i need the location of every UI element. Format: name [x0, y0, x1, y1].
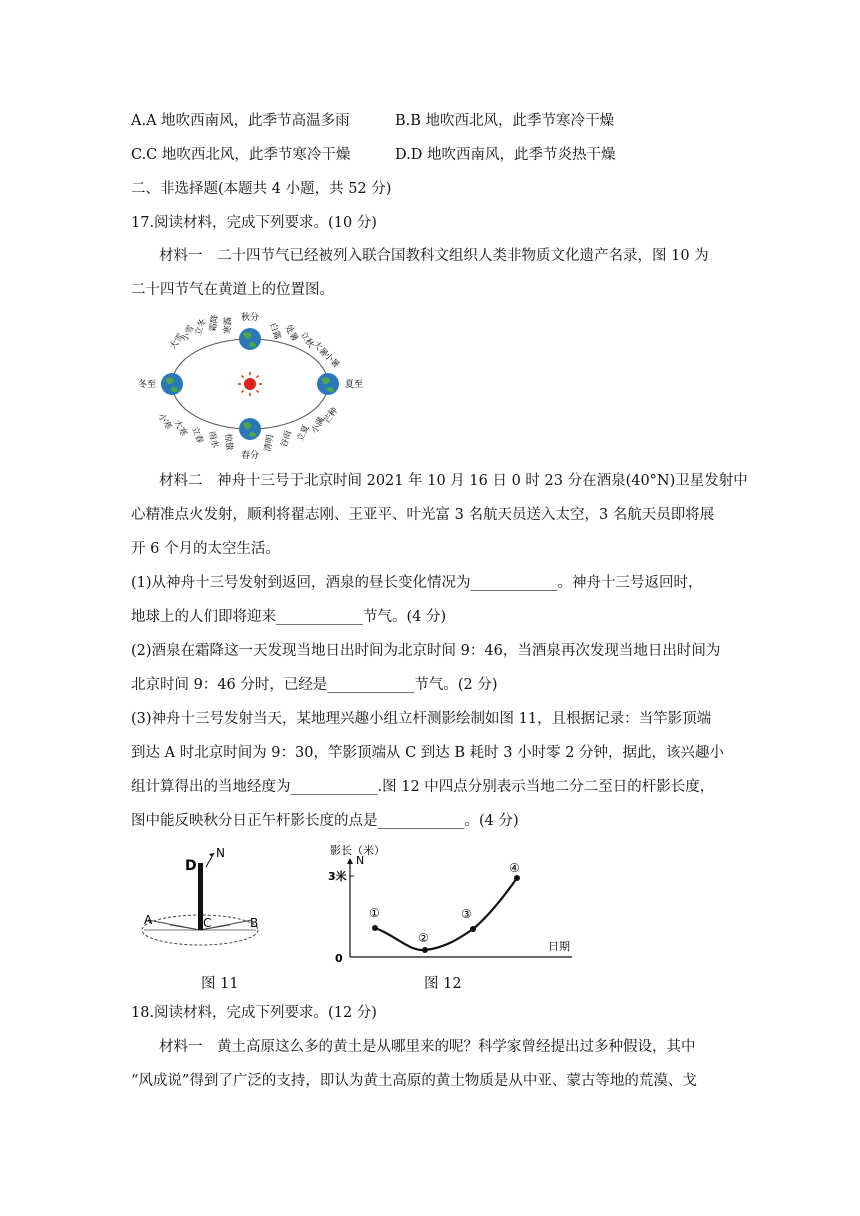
label-qiufen: 秋分	[240, 313, 260, 323]
figure-12-shadow-chart	[330, 840, 580, 965]
q17-part3-line3: 组计算得出的当地经度为____________.图 12 中四点分别表示当地二分二至日的杆影长度，	[131, 779, 715, 795]
q17-part1-line1: (1)从神舟十三号发射到返回，酒泉的昼长变化情况为____________。神舟十三号返回时，	[131, 575, 703, 591]
point-2	[422, 947, 428, 953]
term-xiaohan: 小寒	[155, 411, 174, 432]
q17-part2-line1: (2)酒泉在霜降这一天发现当地日出时间为北京时间 9：46，当酒泉再次发现当地日出时间为	[131, 643, 721, 659]
point-label-3: ③	[461, 907, 472, 921]
option-a[interactable]: A.A 地吹西南风，此季节高温多雨	[131, 113, 350, 129]
x-axis-label: 日期	[548, 940, 570, 953]
earth-icon-chunfen	[239, 418, 261, 440]
option-row-cd	[131, 145, 615, 165]
label-a: A	[144, 913, 153, 927]
label-chunfen: 春分	[240, 451, 260, 461]
label-d: D	[185, 858, 197, 874]
term-xiaoshu: 小暑	[321, 351, 341, 371]
origin-label: 0	[335, 952, 343, 965]
figure-10-solar-terms	[130, 312, 370, 460]
earth-icon-qiufen	[239, 328, 261, 350]
point-label-1: ①	[369, 906, 380, 920]
y-axis-label: 影长（米）	[330, 844, 385, 857]
q18-title: 18.阅读材料，完成下列要求。(12 分)	[131, 1005, 377, 1021]
y-tick-3m: 3米	[328, 870, 347, 883]
point-label-4: ④	[509, 861, 520, 875]
option-d[interactable]: D.D 地吹西南风，此季节炎热干燥	[395, 147, 616, 163]
term-hanlu: 寒露	[223, 316, 234, 335]
q17-part3-line4: 图中能反映秋分日正午杆影长度的点是____________。(4 分)	[131, 813, 519, 829]
section-heading: 二、非选择题(本题共 4 小题，共 52 分)	[131, 181, 392, 197]
q18-material1-line2: “风成说”得到了广泛的支持，即认为黄土高原的黄土物质是从中亚、蒙古等地的荒漠、戈	[131, 1073, 697, 1089]
term-shuangjiang: 霜降	[208, 314, 221, 333]
term-liqiu: 立秋	[297, 329, 316, 350]
term-xiaoxue: 小雪	[179, 323, 197, 344]
shadow-curve	[375, 878, 517, 950]
term-jingzhe: 惊蛰	[222, 433, 235, 452]
label-north: N	[216, 846, 225, 860]
term-lichun: 立春	[189, 425, 205, 445]
term-dashu: 大暑	[310, 339, 330, 359]
q17-material2-line2: 心精准点火发射，顺利将翟志刚、王亚平、叶光富 3 名航天员送入太空，3 名航天员即将展	[131, 507, 715, 523]
option-c[interactable]: C.C 地吹西北风，此季节寒冷干燥	[131, 147, 351, 163]
term-chushu: 处暑	[282, 323, 300, 344]
term-lidong: 立冬	[193, 317, 209, 338]
term-qingming: 清明	[263, 434, 276, 453]
point-label-2: ②	[418, 931, 429, 945]
q18-material1-line1: 材料一 黄土高原这么多的黄土是从哪里来的呢？科学家曾经提出过多种假设，其中	[159, 1039, 696, 1055]
y-axis-n: N	[356, 854, 365, 867]
term-yushui: 雨水	[206, 430, 221, 450]
label-b: B	[250, 916, 259, 930]
q17-material1-line1: 材料一 二十四节气已经被列入联合国教科文组织人类非物质文化遗产名录，图 10 为	[159, 248, 709, 264]
label-dongzhi: 冬至	[137, 380, 157, 390]
figure-12-caption: 图 12	[424, 976, 462, 992]
figure-11-pole-shadow	[140, 845, 270, 955]
label-c: C	[203, 916, 212, 930]
sun-icon	[238, 372, 262, 396]
q17-material2-line3: 开 6 个月的太空生活。	[131, 541, 280, 557]
term-dahan: 大寒	[171, 418, 189, 439]
q17-material1-line2: 二十四节气在黄道上的位置图。	[131, 282, 334, 298]
q17-part2-line2: 北京时间 9：46 分时，已经是____________节气。(2 分)	[131, 677, 498, 693]
term-guyu: 谷雨	[279, 429, 295, 449]
point-1	[372, 925, 378, 931]
point-3	[470, 926, 476, 932]
point-4	[514, 875, 520, 881]
q17-part3-line2: 到达 A 时北京时间为 9：30，竿影顶端从 C 到达 B 耗时 3 小时零 2 分钟，据此，该兴趣小	[131, 745, 725, 761]
q17-part3-line1: (3)神舟十三号发射当天，某地理兴趣小组立杆测影绘制如图 11，且根据记录：当竿影顶端	[131, 711, 712, 727]
term-lixia: 立夏	[295, 423, 312, 444]
term-mangzhong: 芒种	[322, 406, 341, 426]
q17-title: 17.阅读材料，完成下列要求。(10 分)	[131, 215, 377, 231]
label-xiazhi: 夏至	[344, 380, 364, 390]
option-b[interactable]: B.B 地吹西北风，此季节寒冷干燥	[395, 113, 615, 129]
figure-11-caption: 图 11	[201, 976, 239, 992]
term-xiaoman: 小满	[309, 415, 328, 436]
earth-icon-xiazhi	[317, 373, 339, 395]
term-bailu: 白露	[267, 321, 283, 342]
term-daxue: 大雪	[168, 332, 187, 352]
earth-icon-dongzhi	[161, 373, 183, 395]
q17-part1-line2: 地球上的人们即将迎来____________节气。(4 分)	[131, 609, 447, 625]
option-row-ab	[131, 111, 614, 131]
q17-material2-line1: 材料二 神舟十三号于北京时间 2021 年 10 月 16 日 0 时 23 分在酒泉(40°N)卫星发射中	[159, 473, 748, 489]
